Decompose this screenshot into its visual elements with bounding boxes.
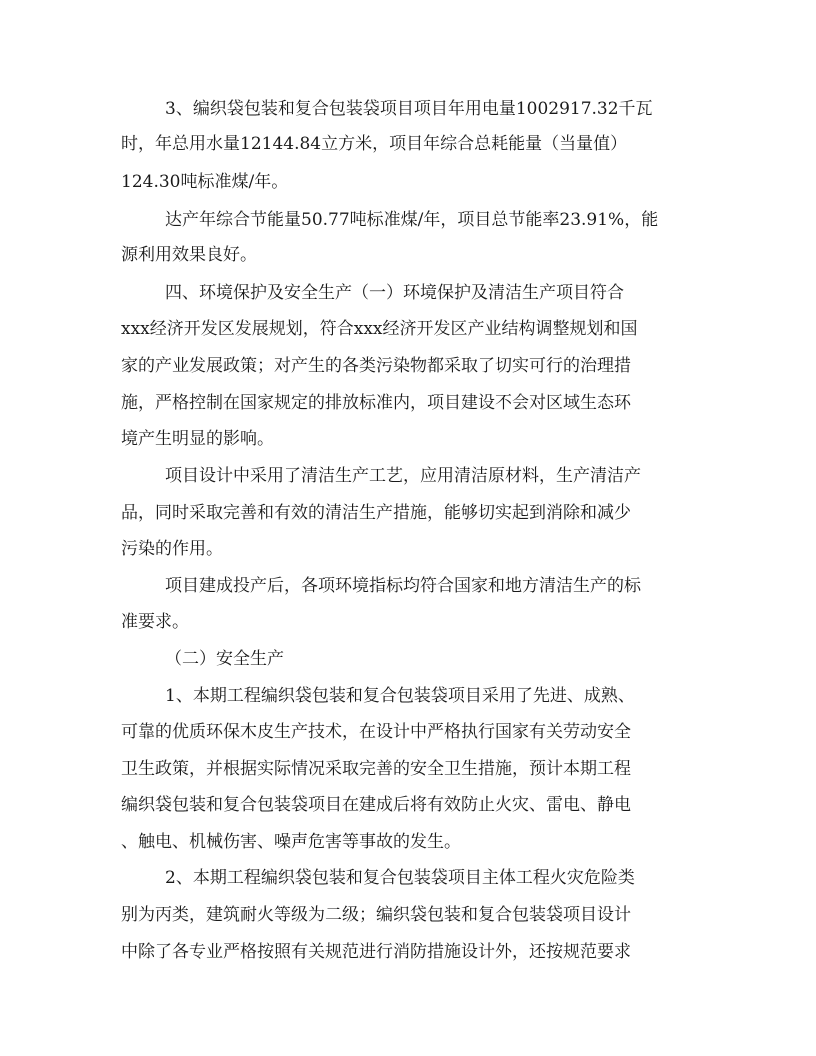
paragraph-8-line-2: 别为丙类，建筑耐火等级为二级；编织袋包装和复合包装袋项目设计 xyxy=(121,905,631,925)
paragraph-1-line-2: 时，年总用水量12144.84立方米，项目年综合总耗能量（当量值） xyxy=(121,134,628,154)
paragraph-3-line-4: 施，严格控制在国家规定的排放标准内，项目建设不会对区域生态环 xyxy=(121,393,631,413)
paragraph-2-line-2: 源利用效果良好。 xyxy=(121,245,257,265)
paragraph-3-line-1: 四、环境保护及安全生产（一）环境保护及清洁生产项目符合 xyxy=(165,283,624,303)
paragraph-1-line-1: 3、编织袋包装和复合包装袋项目项目年用电量1002917.32千瓦 xyxy=(165,99,653,119)
paragraph-3-line-2: xxx经济开发区发展规划，符合xxx经济开发区产业结构调整规划和国 xyxy=(121,319,638,339)
paragraph-4-line-3: 污染的作用。 xyxy=(121,539,223,559)
paragraph-4-line-2: 品，同时采取完善和有效的清洁生产措施，能够切实起到消除和减少 xyxy=(121,503,631,523)
paragraph-8-line-1: 2、本期工程编织袋包装和复合包装袋项目主体工程火灾危险类 xyxy=(165,868,635,888)
paragraph-3-line-5: 境产生明显的影响。 xyxy=(121,429,274,449)
paragraph-7-line-2: 可靠的优质环保木皮生产技术，在设计中严格执行国家有关劳动安全 xyxy=(121,722,631,742)
paragraph-3-line-3: 家的产业发展政策；对产生的各类污染物都采取了切实可行的治理措 xyxy=(121,356,631,376)
paragraph-1-line-3: 124.30吨标准煤/年。 xyxy=(121,172,289,192)
paragraph-5-line-1: 项目建成投产后，各项环境指标均符合国家和地方清洁生产的标 xyxy=(165,576,641,596)
paragraph-7-line-4: 编织袋包装和复合包装袋项目在建成后将有效防止火灾、雷电、静电 xyxy=(121,795,631,815)
section-heading-safety: （二）安全生产 xyxy=(165,649,284,669)
paragraph-7-line-3: 卫生政策，并根据实际情况采取完善的安全卫生措施，预计本期工程 xyxy=(121,759,631,779)
paragraph-2-line-1: 达产年综合节能量50.77吨标准煤/年，项目总节能率23.91%，能 xyxy=(165,210,659,230)
paragraph-4-line-1: 项目设计中采用了清洁生产工艺，应用清洁原材料，生产清洁产 xyxy=(165,466,641,486)
paragraph-7-line-1: 1、本期工程编织袋包装和复合包装袋项目采用了先进、成熟、 xyxy=(165,686,635,706)
paragraph-8-line-3: 中除了各专业严格按照有关规范进行消防措施设计外，还按规范要求 xyxy=(121,942,631,962)
paragraph-5-line-2: 准要求。 xyxy=(121,612,189,632)
paragraph-7-line-5: 、触电、机械伤害、噪声危害等事故的发生。 xyxy=(121,832,461,852)
